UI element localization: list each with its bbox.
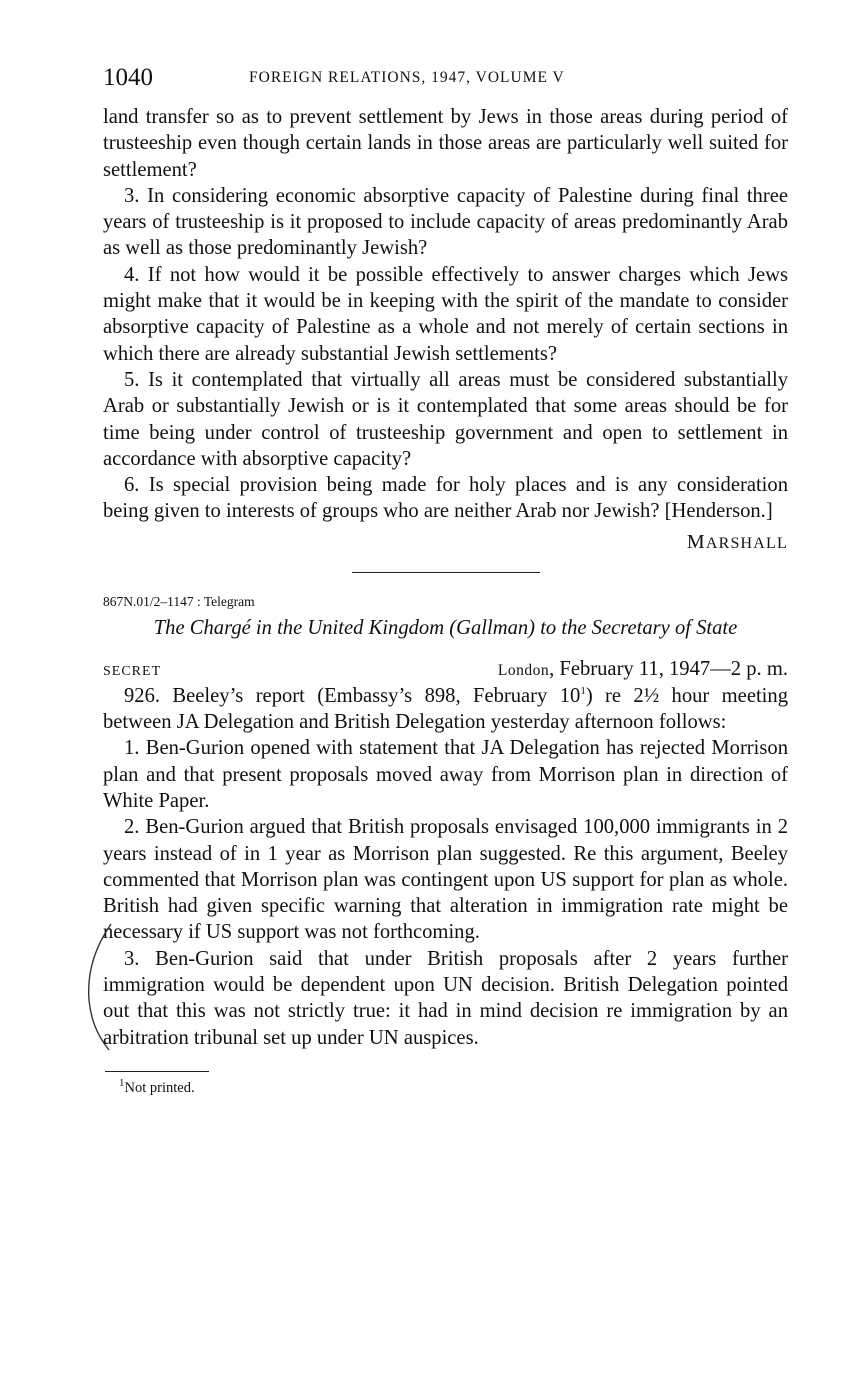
paragraph: 3. Ben-Gurion said that under British proposals after 2 years further immigration would be dependent upon UN decision. British Delegation pointed out that this was not strictly true: it had in mind decision re immigration by an arbitration tribunal set up under UN auspices. bbox=[103, 947, 788, 1049]
signature-rest: ARSHALL bbox=[705, 534, 788, 552]
footnote bbox=[119, 1078, 788, 1098]
date: , February 11, 1947—2 p. m. bbox=[549, 657, 788, 680]
document-title: The Chargé in the United Kingdom (Gallman) to the Secretary of State bbox=[153, 616, 738, 639]
page-header bbox=[103, 62, 788, 96]
paragraph: 1. Ben-Gurion opened with statement that JA Delegation has rejected Morrison plan and that present proposals moved away from Morrison plan in direction of White Paper. bbox=[103, 737, 788, 812]
footnote-divider bbox=[105, 1071, 209, 1072]
paragraph: 5. Is it contemplated that virtually all areas must be considered substantially Arab or substantially Jewish or is it contemplated that some areas should be for time being under control of trusteeship government and open to settlement in accordance with absorptive capacity? bbox=[103, 368, 788, 470]
classification-label: SECRET bbox=[103, 663, 162, 679]
file-number: 867N.01/2–1147 : Telegram bbox=[103, 593, 255, 609]
handwritten-margin-bracket bbox=[85, 920, 115, 1055]
section-divider bbox=[352, 572, 540, 573]
signature bbox=[103, 531, 788, 555]
page bbox=[103, 62, 788, 1098]
opening-text-continued: ) re 2½ hour meeting between JA Delegation and British Delegation yesterday afternoon follows: bbox=[103, 684, 788, 734]
signature-initial: M bbox=[686, 530, 706, 553]
page-number: 1040 bbox=[103, 64, 153, 91]
footnote-reference: 1 bbox=[580, 684, 586, 697]
paragraph: 4. If not how would it be possible effectively to answer charges which Jews might make that it would be in keeping with the spirit of the mandate to consider absorptive capacity of Palestine as a whole and not merely of certain sections in which there are already substantial Jewish settlements? bbox=[103, 263, 788, 365]
place: London bbox=[497, 661, 550, 679]
previous-document-continuation bbox=[103, 104, 788, 555]
telegram-document bbox=[103, 593, 788, 1051]
opening-paragraph bbox=[103, 683, 788, 736]
paragraph: land transfer so as to prevent settlement by Jews in those areas during period of trusteeship even though certain lands in those areas are particularly well suited for settlement? bbox=[103, 106, 788, 181]
opening-text: 926. Beeley’s report (Embassy’s 898, February 10 bbox=[124, 684, 581, 707]
place-and-date bbox=[498, 656, 788, 684]
footnote-text: Not printed. bbox=[124, 1079, 195, 1096]
dateline bbox=[103, 656, 788, 683]
running-head: FOREIGN RELATIONS, 1947, VOLUME V bbox=[249, 69, 565, 86]
paragraph: 3. In considering economic absorptive capacity of Palestine during final three years of trusteeship is it proposed to include capacity of areas predominantly Arab as well as those predominantly Jewish? bbox=[103, 184, 788, 260]
footnote-marker: 1 bbox=[119, 1077, 125, 1090]
paragraph: 2. Ben-Gurion argued that British proposals envisaged 100,000 immigrants in 2 years instead of in 1 year as Morrison plan suggested. Re this argument, Beeley commented that Morrison plan was contingent upon US support for plan as whole. British had given specific warning that alteration in immigration rate might be necessary if US support was not forthcoming. bbox=[103, 816, 788, 944]
paragraph: 6. Is special provision being made for holy places and is any consideration being given to interests of groups who are neither Arab nor Jewish? [Henderson.] bbox=[103, 474, 788, 523]
